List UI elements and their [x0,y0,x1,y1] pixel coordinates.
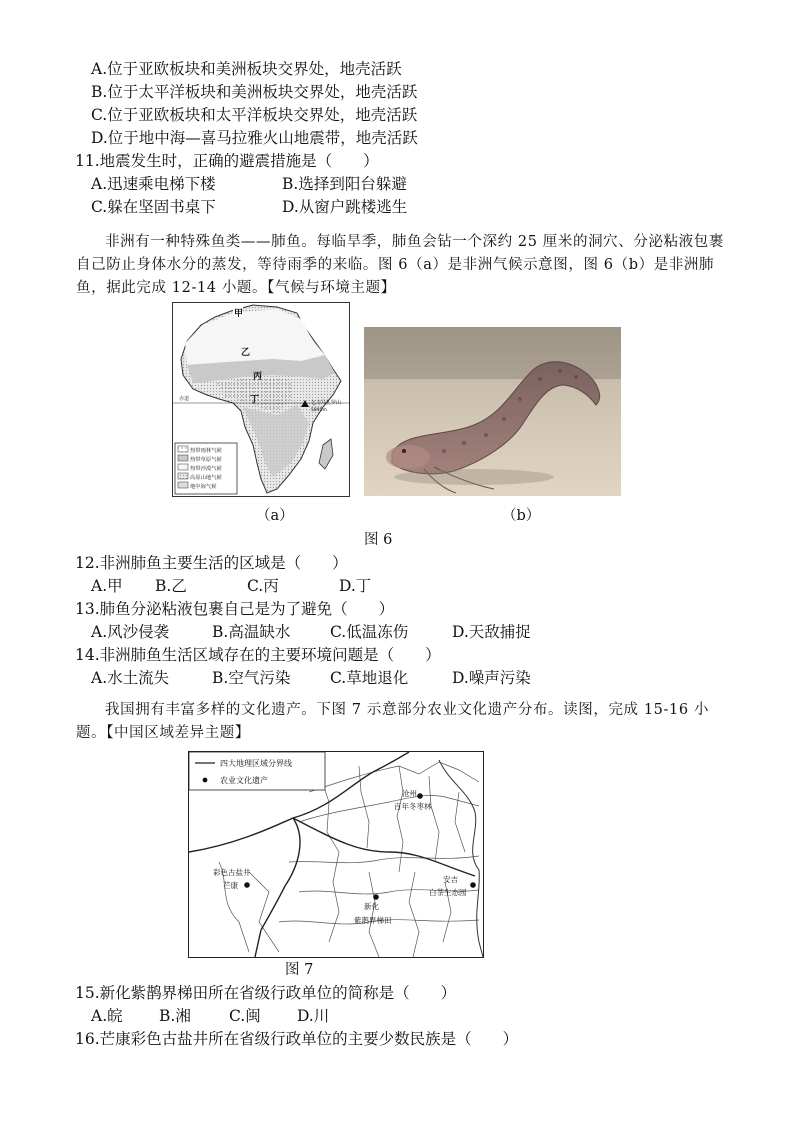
figure6-title: 图 6 [364,532,393,548]
legend-boundary-label: 四大地理区域分界线 [220,759,292,768]
china-map-svg [189,752,483,957]
q13-option-d[interactable]: D.天敌捕捉 [452,623,531,641]
q15-option-c[interactable]: C.闽 [229,1007,261,1025]
q15-options [91,1005,329,1027]
q10-option-c[interactable]: C.位于亚欧板块和太平洋板块交界处，地壳活跃 [91,106,418,124]
q16-stem: 16.芒康彩色古盐井所在省级行政单位的主要少数民族是（ ） [75,1030,519,1048]
passage-lungfish: 非洲有一种特殊鱼类——肺鱼。每临旱季，肺鱼会钻一个深约 25 厘米的洞穴、分泌粘液包裹自己防止身体水分的蒸发，等待雨季的来临。图 6（a）是非洲气候示意图，图 6（b）是非洲肺鱼，据此完成 12-14 小题。【气候与环境主题】 [76,234,724,296]
q12-option-c[interactable]: C.丙 [247,577,279,595]
legend-item-2: 热带沙漠气候 [190,466,222,472]
legend-item-1: 热带草原气候 [190,457,222,463]
q11-options-row1 [91,173,407,195]
legend-item-3: 高原山地气候 [190,475,222,481]
heritage-point-mangkang [244,882,250,888]
xinhua-name: 新化 [364,902,379,911]
q13-options [91,621,531,643]
q10-option-b[interactable]: B.位于太平洋板块和美洲板块交界处，地壳活跃 [91,83,418,101]
q14-option-d[interactable]: D.噪声污染 [452,669,531,687]
q14-option-a[interactable]: A.水土流失 [91,669,170,687]
heritage-point-cangzhou [417,793,423,799]
q14-stem: 14.非洲肺鱼生活区域存在的主要环境问题是（ ） [75,646,441,664]
legend-item-4: 地中海气候 [190,484,217,490]
q12-stem: 12.非洲肺鱼主要生活的区域是（ ） [75,554,348,572]
heritage-point-xinhua [373,894,379,900]
mangkang-name: 芒康 [223,881,238,890]
q12-option-b[interactable]: B.乙 [155,577,187,595]
region-bing-label: 丙 [253,372,263,382]
q13-option-a[interactable]: A.风沙侵袭 [91,623,170,641]
figure6-label-a: （a） [256,508,294,524]
africa-climate-map [172,302,350,497]
xinhua-heritage: 紫鹊界梯田 [354,916,392,925]
region-ding-label: 丁 [250,395,260,405]
q11-options-row2 [91,196,407,218]
equator-label: 赤道 [179,396,190,402]
q14-options [91,667,531,689]
q11-stem: 11.地震发生时，正确的避震措施是（ ） [75,152,379,170]
passage-heritage: 我国拥有丰富多样的文化遗产。下图 7 示意部分农业文化遗产分布。读图，完成 15-16 小题。【中国区域差异主题】 [76,702,709,741]
q10-option-d[interactable]: D.位于地中海—喜马拉雅火山地震带，地壳活跃 [91,129,418,147]
q15-option-d[interactable]: D.川 [297,1007,330,1025]
q12-option-d[interactable]: D.丁 [339,577,372,595]
q13-option-c[interactable]: C.低温冻伤 [330,623,409,641]
q14-option-c[interactable]: C.草地退化 [330,669,409,687]
q11-option-b[interactable]: B.选择到阳台躲避 [282,175,407,193]
q12-options [91,575,371,597]
mountain-label: 乞力马扎罗山 [311,400,342,406]
figure7-title: 图 7 [285,962,314,978]
q11-option-a[interactable]: A.迅速乘电梯下楼 [91,175,216,193]
africa-map-svg [173,303,349,496]
anji-heritage: 白茶生态园 [429,888,467,897]
q11-option-c[interactable]: C.躲在坚固书桌下 [91,198,216,216]
q14-option-b[interactable]: B.空气污染 [212,669,291,687]
figure6-label-b: （b） [502,508,541,524]
china-heritage-map [188,751,484,958]
anji-name: 安吉 [443,875,458,884]
lungfish-photo [364,327,621,496]
mangkang-heritage: 彩色古盐井 [213,868,251,877]
cangzhou-heritage: 百年冬枣林 [394,802,432,811]
q13-option-b[interactable]: B.高温缺水 [212,623,291,641]
legend-heritage-label: 农业文化遗产 [220,776,268,785]
q15-option-b[interactable]: B.湘 [159,1007,191,1025]
region-yi-label: 乙 [241,348,251,358]
cangzhou-name: 沧州 [402,789,417,798]
q15-option-a[interactable]: A.皖 [91,1007,123,1025]
q11-option-d[interactable]: D.从窗户跳楼逃生 [282,198,408,216]
region-jia-label: 甲 [234,309,244,319]
mountain-elevation: 5895m [311,408,327,413]
lungfish-illustration [364,327,621,496]
q10-option-a[interactable]: A.位于亚欧板块和美洲板块交界处，地壳活跃 [91,60,402,78]
heritage-point-anji [470,882,476,888]
q12-option-a[interactable]: A.甲 [91,577,123,595]
q13-stem: 13.肺鱼分泌粘液包裹自己是为了避免（ ） [75,600,395,618]
legend-item-0: 热带雨林气候 [190,448,222,454]
q15-stem: 15.新化紫鹊界梯田所在省级行政单位的简称是（ ） [75,984,457,1002]
